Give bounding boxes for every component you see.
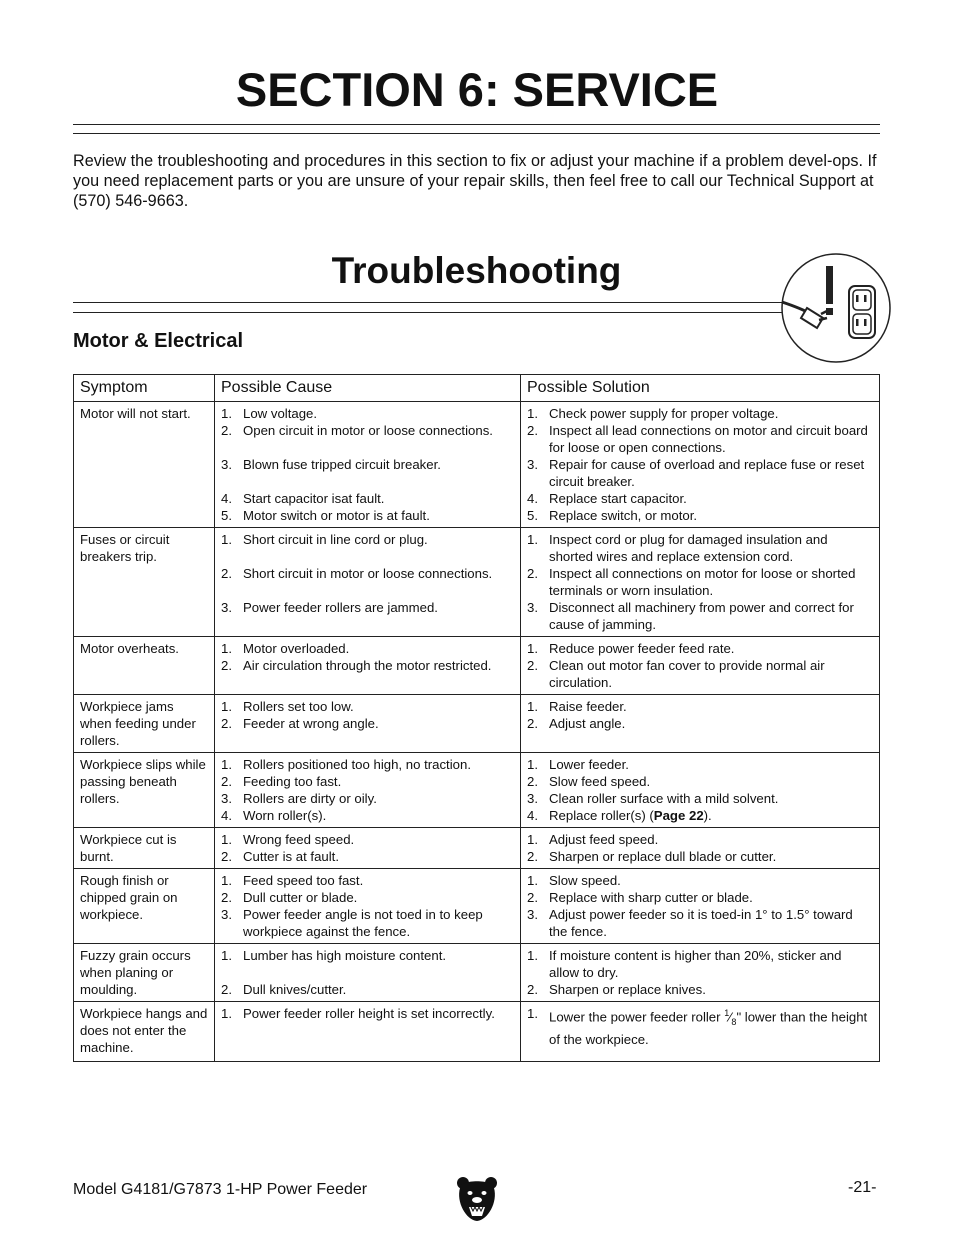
cause-item: Cutter is at fault. <box>243 849 340 864</box>
solution-item: Clean out motor fan cover to provide normal air circulation. <box>549 658 825 690</box>
solution-item: Adjust power feeder so it is toed-in 1° to 1.5° toward the fence. <box>549 907 853 939</box>
cause-item: Power feeder roller height is set incorrectly. <box>243 1006 495 1021</box>
table-header-row <box>74 375 880 402</box>
solution-item: Repair for cause of overload and replace fuse or reset circuit breaker. <box>549 457 865 489</box>
cause-cell: 1. Power feeder roller height is set incorrectly. <box>215 1002 521 1062</box>
solution-item: Lower the power feeder roller $^1⁄_8$" lower than the height of the workpiece. <box>549 1008 868 1048</box>
solution-item: Replace switch, or motor. <box>549 508 698 523</box>
cause-item: Blown fuse tripped circuit breaker. <box>243 457 441 472</box>
solution-cell: 1. Raise feeder. 2. Adjust angle. <box>521 695 880 753</box>
section-title: SECTION 6: SERVICE <box>235 63 719 116</box>
cause-item: Feeder at wrong angle. <box>243 716 379 731</box>
table-row <box>74 695 880 753</box>
footer-page-number: -21- <box>848 1179 877 1196</box>
solution-item: Clean roller surface with a mild solvent. <box>549 791 779 806</box>
cause-item: Start capacitor isat fault. <box>243 491 385 506</box>
solution-item: If moisture content is higher than 20%, sticker and allow to dry. <box>549 948 842 980</box>
page-reference: Page 22 <box>653 808 704 823</box>
cause-item: Short circuit in motor or loose connections. <box>243 566 493 581</box>
header-possible-solution: Possible Solution <box>521 375 880 402</box>
symptom-cell: Workpiece cut is burnt. <box>74 828 215 869</box>
cause-item: Lumber has high moisture content. <box>243 948 447 963</box>
table-row <box>74 402 880 528</box>
cause-item: Low voltage. <box>243 406 318 421</box>
table-row <box>74 828 880 869</box>
table-row <box>74 753 880 828</box>
cause-item: Open circuit in motor or loose connections. <box>243 423 493 438</box>
cause-item: Short circuit in line cord or plug. <box>243 532 428 547</box>
cause-item: Motor switch or motor is at fault. <box>243 508 430 523</box>
cause-cell: 1. Rollers set too low. 2. Feeder at wrong angle. <box>215 695 521 753</box>
table-row <box>74 944 880 1002</box>
section-rule-bottom <box>73 133 880 134</box>
solution-cell: 1. Check power supply for proper voltage. 2. Inspect all lead connections on motor and circuit board for loose or open connections. 3. Repair for cause of overload and replace fuse or reset circuit breaker. 4. Replace start capacitor. 5. Replace switch, or motor. <box>521 402 880 528</box>
solution-item: Reduce power feeder feed rate. <box>549 641 735 656</box>
solution-cell: 1. Adjust feed speed. 2. Sharpen or replace dull blade or cutter. <box>521 828 880 869</box>
symptom-cell: Workpiece hangs and does not enter the machine. <box>74 1002 215 1062</box>
cause-item: Air circulation through the motor restricted. <box>243 658 492 673</box>
symptom-cell: Workpiece slips while passing beneath rollers. <box>74 753 215 828</box>
cause-item: Motor overloaded. <box>243 641 350 656</box>
solution-cell: 1. Inspect cord or plug for damaged insulation and shorted wires and replace extension cord. 2. Inspect all connections on motor for loose or shorted terminals or worn insulation. 3. Disconnect all machinery from power and correct for cause of jamming. <box>521 528 880 637</box>
table-row <box>74 528 880 637</box>
solution-item: Slow feed speed. <box>549 774 651 789</box>
table-row <box>74 1002 880 1062</box>
cause-cell: 1. Rollers positioned too high, no traction. 2. Feeding too fast. 3. Rollers are dirty or oily. 4. Worn roller(s). <box>215 753 521 828</box>
cause-item: Dull knives/cutter. <box>243 982 347 997</box>
header-possible-cause: Possible Cause <box>215 375 521 402</box>
solution-item: Adjust feed speed. <box>549 832 659 847</box>
subsection-title: Motor & Electrical <box>73 330 244 352</box>
table-row <box>74 637 880 695</box>
solution-item: Inspect all connections on motor for loose or shorted terminals or worn insulation. <box>549 566 856 598</box>
solution-cell: 1. Lower feeder. 2. Slow feed speed. 3. Clean roller surface with a mild solvent. 4. Replace roller(s) (Page 22). <box>521 753 880 828</box>
symptom-cell: Motor overheats. <box>74 637 215 695</box>
cause-item: Feed speed too fast. <box>243 873 364 888</box>
solution-cell: 1. Reduce power feeder feed rate. 2. Clean out motor fan cover to provide normal air circulation. <box>521 637 880 695</box>
troubleshooting-table <box>73 374 880 1062</box>
cause-item: Wrong feed speed. <box>243 832 355 847</box>
solution-item: Inspect cord or plug for damaged insulation and shorted wires and replace extension cord. <box>549 532 828 564</box>
solution-item: Disconnect all machinery from power and correct for cause of jamming. <box>549 600 854 632</box>
cause-cell: 1. Lumber has high moisture content. 2. Dull knives/cutter. <box>215 944 521 1002</box>
solution-item: Replace start capacitor. <box>549 491 687 506</box>
solution-item: Sharpen or replace dull blade or cutter. <box>549 849 777 864</box>
solution-item: Replace roller(s) (Page 22). <box>549 808 712 823</box>
symptom-cell: Rough finish or chipped grain on workpiece. <box>74 869 215 944</box>
solution-item: Check power supply for proper voltage. <box>549 406 779 421</box>
footer-model: Model G4181/G7873 1-HP Power Feeder <box>73 1181 368 1198</box>
troubleshooting-rule-bottom <box>73 312 783 313</box>
cause-item: Rollers positioned too high, no traction. <box>243 757 471 772</box>
solution-item: Slow speed. <box>549 873 621 888</box>
symptom-cell: Fuses or circuit breakers trip. <box>74 528 215 637</box>
solution-item: Sharpen or replace knives. <box>549 982 706 997</box>
header-symptom: Symptom <box>74 375 215 402</box>
electrical-warning-icon <box>779 252 893 364</box>
section-rule-top <box>73 124 880 125</box>
solution-item: Inspect all lead connections on motor and circuit board for loose or open connections. <box>549 423 868 455</box>
solution-item: Adjust angle. <box>549 716 626 731</box>
solution-cell: 1. Slow speed. 2. Replace with sharp cutter or blade. 3. Adjust power feeder so it is toed-in 1° to 1.5° toward the fence. <box>521 869 880 944</box>
table-row <box>74 869 880 944</box>
solution-cell: 1. Lower the power feeder roller $^1⁄_8$" lower than the height of the workpiece. <box>521 1002 880 1062</box>
cause-item: Rollers set too low. <box>243 699 354 714</box>
cause-cell: 1. Low voltage. 2. Open circuit in motor or loose connections. 3. Blown fuse tripped circuit breaker. 4. Start capacitor isat fault. 5. Motor switch or motor is at fault. <box>215 402 521 528</box>
troubleshooting-title: Troubleshooting <box>331 250 622 291</box>
symptom-cell: Motor will not start. <box>74 402 215 528</box>
solution-item: Lower feeder. <box>549 757 629 772</box>
cause-item: Worn roller(s). <box>243 808 327 823</box>
cause-cell: 1. Feed speed too fast. 2. Dull cutter or blade. 3. Power feeder angle is not toed in to keep workpiece against the fence. <box>215 869 521 944</box>
solution-item: Raise feeder. <box>549 699 627 714</box>
intro-paragraph: Review the troubleshooting and procedures in this section to fix or adjust your machine if a problem devel-ops. If you need replacement parts or you are unsure of your repair skills, then feel free to call our Technical Support at (570) 546-9663. <box>73 152 877 210</box>
grizzly-bear-logo <box>456 1176 498 1222</box>
cause-cell: 1. Short circuit in line cord or plug. 2. Short circuit in motor or loose connections. 3. Power feeder rollers are jammed. <box>215 528 521 637</box>
cause-item: Power feeder angle is not toed in to keep workpiece against the fence. <box>243 907 483 939</box>
troubleshooting-rule-top <box>73 302 783 303</box>
cause-item: Rollers are dirty or oily. <box>243 791 377 806</box>
cause-item: Feeding too fast. <box>243 774 342 789</box>
symptom-cell: Fuzzy grain occurs when planing or moulding. <box>74 944 215 1002</box>
cause-item: Dull cutter or blade. <box>243 890 358 905</box>
solution-cell: 1. If moisture content is higher than 20%, sticker and allow to dry. 2. Sharpen or replace knives. <box>521 944 880 1002</box>
symptom-cell: Workpiece jams when feeding under rollers. <box>74 695 215 753</box>
solution-item: Replace with sharp cutter or blade. <box>549 890 753 905</box>
cause-cell: 1. Motor overloaded. 2. Air circulation through the motor restricted. <box>215 637 521 695</box>
cause-cell: 1. Wrong feed speed. 2. Cutter is at fault. <box>215 828 521 869</box>
cause-item: Power feeder rollers are jammed. <box>243 600 438 615</box>
